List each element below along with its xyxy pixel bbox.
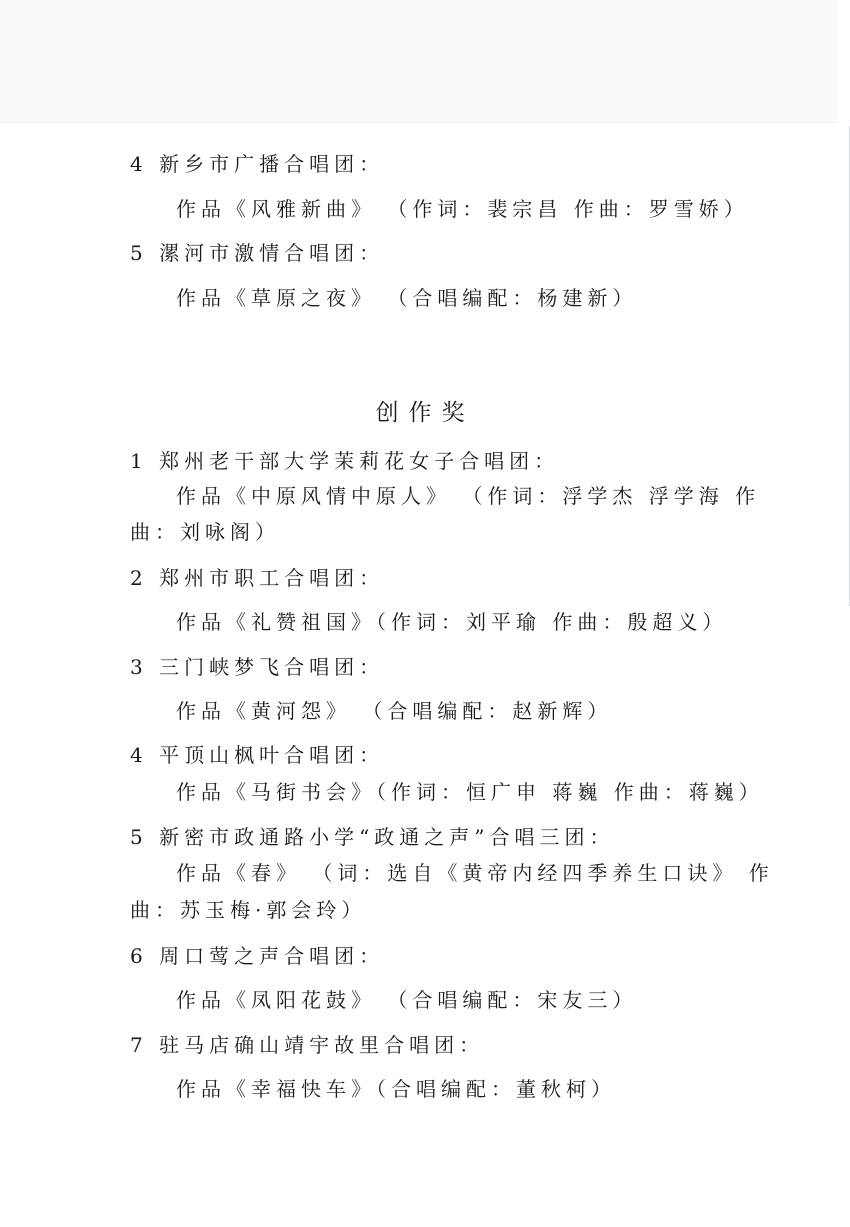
work-entry-xingfu-kuaiche: 作品《幸福快车》（合唱编配：董秋柯）	[176, 1077, 616, 1101]
work-entry-majie-shuhui: 作品《马街书会》（作词：恒广申 蒋巍 作曲：蒋巍）	[176, 780, 764, 804]
group-entry-2-zhengzhou-zhigong: 2 郑州市职工合唱团：	[130, 566, 385, 590]
group-entry-6-zhoukou: 6 周口莺之声合唱团：	[130, 944, 385, 968]
work-entry-continuation: 曲：刘咏阁）	[130, 520, 280, 544]
group-entry-4-pingdingshan: 4 平顶山枫叶合唱团：	[130, 743, 385, 767]
work-entry-huanghe-yuan: 作品《黄河怨》 （合唱编配：赵新辉）	[176, 699, 613, 723]
section-title-creation-award: 创作奖	[375, 400, 475, 426]
scan-header-band	[0, 0, 838, 123]
work-entry-lizan-zuguo: 作品《礼赞祖国》（作词：刘平瑜 作曲：殷超义）	[176, 610, 728, 634]
work-entry-zhongyuan-fengqing: 作品《中原风情中原人》 （作词：浮学杰 浮学海 作	[176, 484, 761, 508]
work-entry-fengya-xinqu: 作品《风雅新曲》 （作词：裴宗昌 作曲：罗雪娇）	[176, 197, 749, 221]
group-entry-5-xinmi: 5 新密市政通路小学“政通之声”合唱三团：	[130, 825, 615, 849]
work-entry-fengyang-huagu: 作品《凤阳花鼓》 （合唱编配：宋友三）	[176, 988, 638, 1012]
group-entry-7-zhumadian: 7 驻马店确山靖宇故里合唱团：	[130, 1033, 485, 1057]
group-entry-5-luohe: 5 漯河市激情合唱团：	[130, 241, 385, 265]
work-entry-caoyuan-zhiye: 作品《草原之夜》 （合唱编配：杨建新）	[176, 286, 638, 310]
group-entry-3-sanmenxia: 3 三门峡梦飞合唱团：	[130, 655, 385, 679]
work-entry-chun: 作品《春》 （词：选自《黄帝内经四季养生口诀》 作	[176, 861, 774, 885]
work-entry-continuation: 曲：苏玉梅·郭会玲）	[130, 898, 367, 922]
group-entry-1-zhengzhou-laoganbu: 1 郑州老干部大学茉莉花女子合唱团：	[130, 449, 560, 473]
group-entry-4-xinxiang: 4 新乡市广播合唱团：	[130, 152, 385, 176]
